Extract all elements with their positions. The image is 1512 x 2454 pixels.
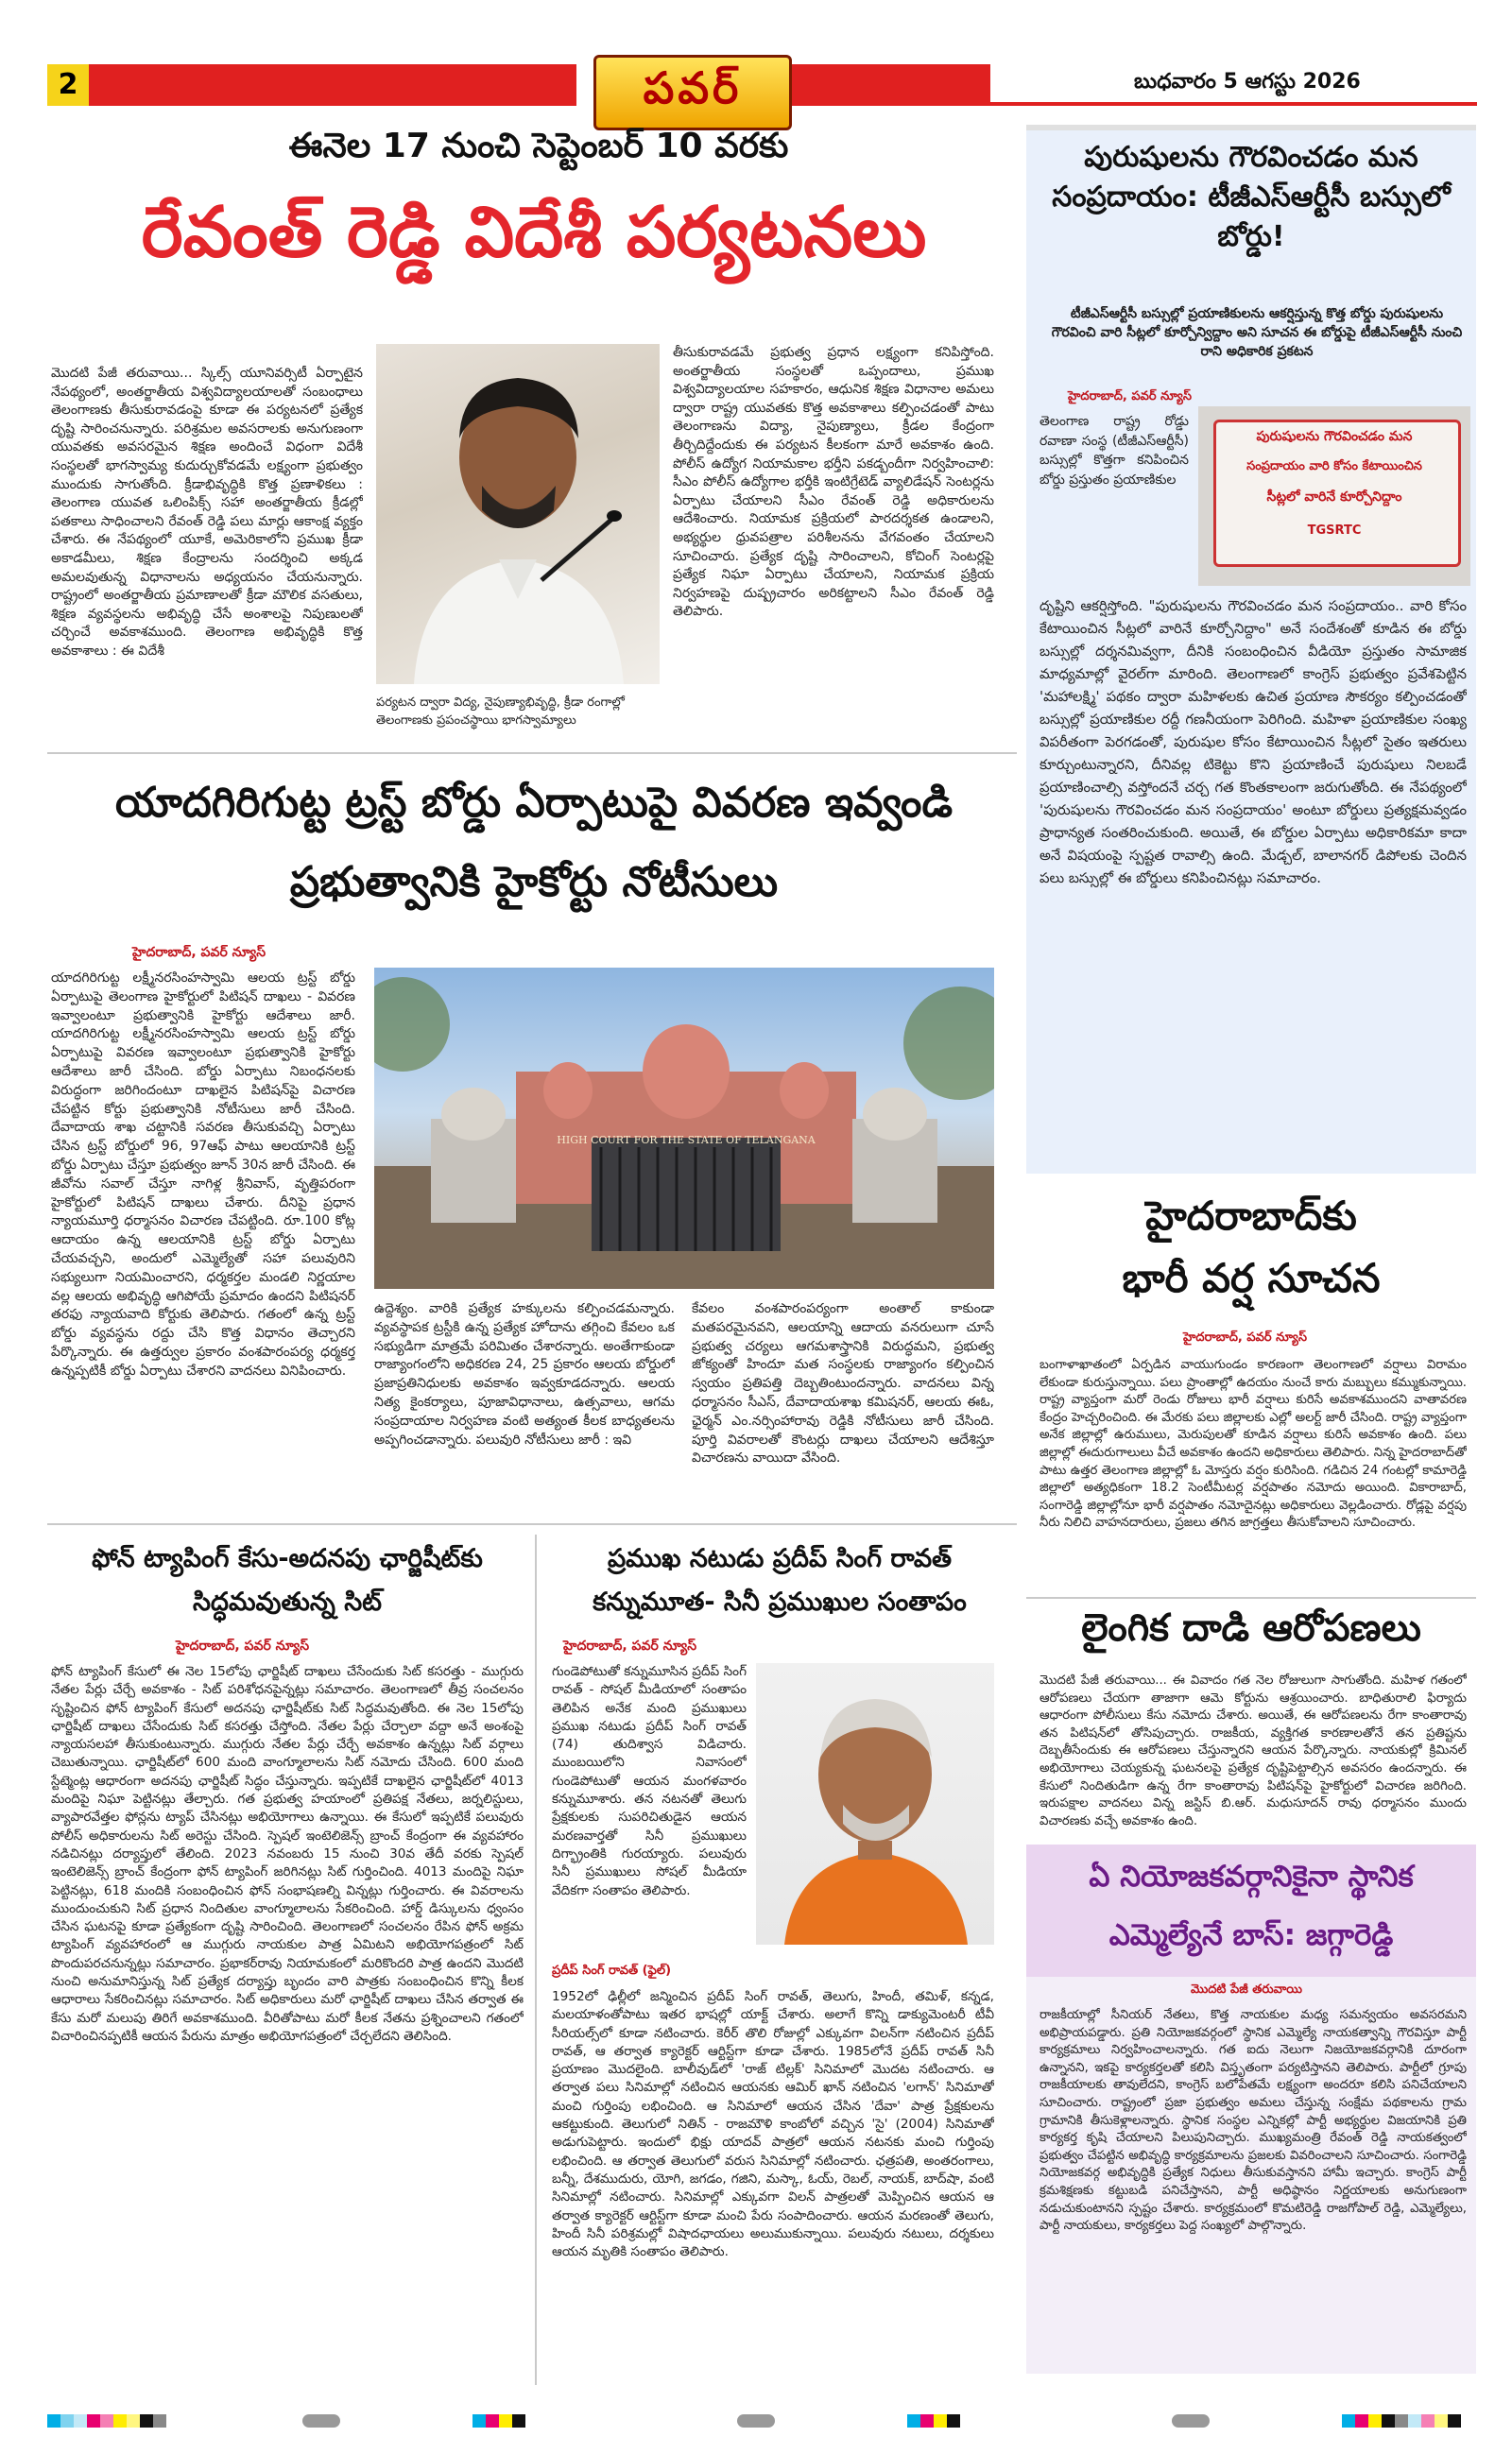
rtc-credit: హైదరాబాద్, పవర్ న్యూస్ (1068, 389, 1192, 403)
actor-credit: హైదరాబాద్, పవర్ న్యూస్ (563, 1639, 697, 1654)
rtc-sign-photo (1198, 406, 1470, 586)
high-court-photo (374, 968, 994, 1289)
lead-column-3: తీసుకురావడమే ప్రభుత్వ ప్రధాన లక్ష్యంగా కనిపిస్తోంది. అంతర్జాతీయ సంస్థలతో ఒప్పందాలు, ప్రముఖ విశ్వవిద్యాలయాల సహకారం, ఆధునిక శిక్షణ విధానాల అమలు ద్వారా రాష్ట్ర యువతకు కొత్త అవకాశాలు కల్పించడంతో పాటు తెలంగాణను విద్యా, నైపుణ్యాలు, క్రీడల కేంద్రంగా తీర్చిదిద్దేందుకు ఈ పర్యటన కీలకంగా మారే అవకాశం ఉంది. పోలీస్ ఉద్యోగ నియామకాల భర్తీని పకడ్బందీగా నిర్వహించాలి: సీఎం పోలీస్ ఉద్యోగాల భర్తీకి ఇంటిగ్రేటెడ్ వ్యాలిడేషన్ సెంటర్లను ఏర్పాటు చేయాలని సీఎం రేవంత్ రెడ్డి అధికారులను ఆదేశించారు. నియామక ప్రక్రియలో పారదర్శకత ఉండాలని, అభ్యర్థుల ధ్రువపత్రాల పరిశీలనను వేగవంతం చేయాలని సూచించారు. ప్రత్యేక దృష్టి సారించాలని, కోచింగ్ సెంటర్లపై ప్రత్యేక నిఘా ఏర్పాటు చేయాలని, నియామక ప్రక్రియ నిర్వహణపై దుష్ప్రచారం అరికట్టాలని సీఎం రేవంత్ రెడ్డి తెలిపారు. (673, 345, 994, 620)
divider (1026, 1597, 1476, 1599)
logo-text: పవర్ (643, 62, 743, 113)
masthead-red-band-right (792, 64, 990, 106)
actor-photo-caption: ప్రదీప్ సింగ్ రావత్ (ఫైల్) (552, 1964, 672, 1978)
actor-headline-line1: ప్రముఖ నటుడు ప్రదీప్ సింగ్ రావత్ (607, 1544, 953, 1573)
jagga-kicker: మొదటి పేజీ తరువాయి (1191, 1982, 1302, 1997)
rtc-sign-line2: సంప్రదాయం వారి కోసం కేటాయించిన (1246, 459, 1422, 473)
yadagiri-headline-line1: యాదగిరిగుట్ట ట్రస్ట్ బోర్డు ఏర్పాటుపై వివరణ ఇవ్వండి (114, 779, 953, 827)
actor-photo (756, 1663, 994, 1945)
rain-headline-line1: హైదరాబాద్‌కు (1145, 1193, 1357, 1239)
yadagiri-credit: హైదరాబాద్, పవర్ న్యూస్ (132, 945, 266, 960)
phone-body: ఫోన్ ట్యాపింగ్ కేసులో ఈ నెల 15లోపు ఛార్జిషీట్ దాఖలు చేసేందుకు సిట్ కసరత్తు - ముగ్గురు నేతల పేర్లు చేర్చే అవకాశం - సిట్ పరిశోధనపైన్నట్లు సమాచారం. తెలంగాణలో తీవ్ర సంచలనం సృష్టించిన ఫోన్ ట్యాపింగ్ కేసులో అదనపు ఛార్జిషీట్‌కు సిట్ సిద్ధమవుతోంది. ఈ నెల 15లోపు ఛార్జిషీట్ దాఖలు చేసేందుకు సిట్ కసరత్తు చేస్తోంది. నేతల పేర్లు చేర్చాలా వద్దా అనే అంశంపై న్యాయసలహా తీసుకుంటున్నారు. ముగ్గురు నేతల పేర్లు చేర్చే అవకాశం ఉన్నట్లు సిట్ వర్గాలు చెబుతున్నాయి. ఛార్జిషీట్‌లో 600 మంది వాంగ్మూలాలను సిట్ నమోదు చేసింది. 600 మంది స్టేట్మెంట్ల ఆధారంగా అదనపు ఛార్జిషీట్ సిద్ధం చేస్తున్నారు. ఇప్పటికే దాఖలైన ఛార్జిషీట్‌లో 4013 మందిపై నిఘా పెట్టినట్లు తేల్చారు. గత ప్రభుత్వ హయాంలో ప్రతిపక్ష నేతలు, జర్నలిస్టులు, వ్యాపారవేత్తల ఫోన్లను ట్యాప్ చేసినట్లు అభియోగాలు ఉన్నాయి. ఈ కేసులో ఇప్పటికే పలువురు పోలీస్ అధికారులను సిట్ అరెస్టు చేసింది. స్పెషల్ ఇంటెలిజెన్స్ బ్రాంచ్ కేంద్రంగా ఈ వ్యవహారం నడిచినట్లు దర్యాప్తులో తేలింది. 2023 నవంబరు 15 నుంచి 30వ తేదీ వరకు స్పెషల్ ఇంటెలిజెన్స్ బ్రాంచ్ కేంద్రంగా ఫోన్ ట్యాపింగ్ జరిగినట్లు సిట్ గుర్తించింది. 4013 మందిపై నిఘా పెట్టినట్లు, 618 మందికి సంబంధించిన ఫోన్ సంభాషణల్ని విన్నట్లు గుర్తించారు. ఈ వివరాలను ముందుంచుకుని సిట్ ప్రధాన నిందితుల వాంగ్మూలాలను సేకరించింది. హార్డ్ డిస్కులను ధ్వంసం చేసిన ఘటనపై కూడా ప్రత్యేకంగా దృష్టి సారించింది. తెలంగాణలో సంచలనం రేపిన ఫోన్ అక్రమ ట్యాపింగ్ వ్యవహారంలో ఆ ముగ్గురు నాయకుల పాత్ర ఏమిటని అభియోగపత్రంలో సిట్ పొందుపరచనున్నట్లు సమాచారం. ప్రభాకర్‌రావు నియామకంలో మరికొందరి పాత్ర ఉందని మొదటి నుంచి అనుమానిస్తున్న సిట్ ప్రత్యేక దర్యాప్తు బృందం వారి పాత్రకు సంబంధించిన కొన్ని కీలక ఆధారాలు సేకరించినట్లు సమాచారం. సిట్ అధికారులు మరో ఛార్జిషీట్ దాఖలు చేసిన తర్వాత ఈ కేసు మరో మలుపు తిరిగే అవకాశముంది. వీరితోపాటు మరో కీలక నేతను ప్రశ్నించాలని గతంలో విచారించినప్పటికీ ఆయన పేరును మాత్రం అభియోగపత్రంలో చేర్చలేదని తెలిసింది. (51, 1664, 524, 2044)
rtc-headline: పురుషులను గౌరవించడం మన సంప్రదాయం: టీజీఎస్ఆర్టీసీ బస్సులో బోర్డు! (1052, 141, 1451, 253)
jagga-headline-line1: ఏ నియోజకవర్గానికైనా స్థానిక (1089, 1860, 1414, 1894)
harassment-headline: లైంగిక దాడి ఆరోపణలు (1081, 1606, 1421, 1650)
jagga-body: రాజకీయాల్లో సీనియర్ నేతలు, కొత్త నాయకుల మధ్య సమన్వయం అవసరమని అభిప్రాయపడ్డారు. ప్రతి నియోజకవర్గంలో స్థానిక ఎమ్మెల్యే నాయకత్వాన్ని గౌరవిస్తూ పార్టీ కార్యక్రమాలు నిర్వహించాలన్నారు. గత ఐదు నెలుగా నిజయోజకవర్గానికి దూరంగా ఉన్నానని, ఇకపై కార్యకర్తలతో కలిసి విస్తృతంగా పర్యటిస్తానని తెలిపారు. పార్టీలో గ్రూపు రాజకీయాలకు తావులేదని, కాంగ్రెస్ బలోపేతమే లక్ష్యంగా అందరూ కలిసి పనిచేయాలని సూచించారు. రాష్ట్రంలో ప్రజా ప్రభుత్వం అమలు చేస్తున్న సంక్షేమ పథకాలను గ్రామ గ్రామానికి తీసుకెళ్లాలన్నారు. స్థానిక సంస్థల ఎన్నికల్లో పార్టీ అభ్యర్థుల విజయానికి ప్రతి కార్యకర్త కృషి చేయాలని పిలుపునిచ్చారు. ముఖ్యమంత్రి రేవంత్ రెడ్డి నాయకత్వంలో ప్రభుత్వం చేపట్టిన అభివృద్ధి కార్యక్రమాలను ప్రజలకు వివరించాలని సూచించారు. సంగారెడ్డి నియోజకవర్గ అభివృద్ధికి ప్రత్యేక నిధులు తీసుకువస్తానని హామీ ఇచ్చారు. కాంగ్రెస్ పార్టీ క్రమశిక్షణకు కట్టుబడి పనిచేస్తానని, పార్టీ అధిష్ఠానం నిర్ణయాలకు అనుగుణంగా నడుచుకుంటానని స్పష్టం చేశారు. కార్యక్రమంలో కొమటిరెడ్డి రాజగోపాల్ రెడ్డి, ఎమ్మెల్యేలు, పార్టీ నాయకులు, కార్యకర్తలు పెద్ద సంఖ్యలో పాల్గొన్నారు. (1040, 2008, 1467, 2234)
divider (47, 1523, 1017, 1525)
jagga-headline-line2: ఎమ్మెల్యేనే బాస్: జగ్గారెడ్డి (1108, 1918, 1394, 1952)
phone-credit: హైదరాబాద్, పవర్ న్యూస్ (176, 1639, 310, 1654)
divider (47, 752, 1017, 754)
yadagiri-headline-line2: ప్రభుత్వానికి హైకోర్టు నోటీసులు (289, 858, 779, 906)
rtc-sign-line3: సీట్లలో వారినే కూర్చోనిద్దాం (1266, 489, 1402, 505)
column-divider (535, 1535, 537, 2385)
actor-body-bottom: 1952లో ఢిల్లీలో జన్మించిన ప్రదీప్ సింగ్ రావత్, తెలుగు, హిందీ, తమిళ్, కన్నడ, మలయాళంతోపాటు ఇతర భాషల్లో యాక్ట్ చేశారు. అలాగే కొన్ని డాక్యుమెంటరీ టీవీ సీరియల్స్‌లో కూడా నటించారు. కెరీర్ తొలి రోజుల్లో ఎక్కువగా విలన్‌గా నటించిన ప్రదీప్ రావత్, ఆ తర్వాత క్యారెక్టర్ ఆర్టిస్ట్‌గా కూడా చేశారు. 1985లోనే ప్రదీప్ రావత్ సినీ ప్రయాణం మొదలైంది. బాలీవుడ్‌లో 'రాజ్ టిల్లక్' సినిమాలో మొదట నటించారు. ఆ తర్వాత పలు సినిమాల్లో నటించిన ఆయనకు ఆమిర్ ఖాన్ నటించిన 'లగాన్' సినిమాతో మంచి గుర్తింపు లభించింది. ఆ సినిమాలో ఆయన చేసిన 'దేవా' పాత్ర ప్రేక్షకులను ఆకట్టుకుంది. తెలుగులో నితిన్ - రాజమౌళి కాంబోలో వచ్చిన 'సై' (2004) సినిమాతో అడుగుపెట్టారు. ఇందులో భిక్షు యాదవ్ పాత్రలో ఆయన నటనకు మంచి గుర్తింపు లభించింది. ఆ తర్వాత తెలుగులో వరుస సినిమాల్లో నటించారు. ఛత్రపతి, అంతరంగాలు, బన్నీ, దేశముదురు, యోగి, జగడం, గజిని, మస్కా, ఓయ్, రెబల్, నాయక్, బాద్‌షా, వంటి సినిమాల్లో నటించారు. సినిమాల్లో ఎక్కువగా విలన్ పాత్రలతో మెప్పించిన ఆయన ఆ తర్వాత క్యారెక్టర్ ఆర్టిస్ట్‌గా కూడా మంచి పేరు సంపాదించారు. ఆయన మరణంతో తెలుగు, హిందీ సినీ పరిశ్రమల్లో విషాదఛాయలు అలుముకున్నాయి. పలువురు నటులు, దర్శకులు ఆయన మృతికి సంతాపం తెలిపారు. (552, 1989, 994, 2260)
lead-kicker: ఈనెల 17 నుంచి సెప్టెంబర్ 10 వరకు (288, 127, 789, 165)
actor-headline-line2: కన్నుమూత- సినీ ప్రముఖుల సంతాపం (593, 1587, 967, 1617)
lead-column-1: మొదటి పేజీ తరువాయి... స్కిల్స్ యూనివర్సిటీ ఏర్పాటైన నేపథ్యంలో, అంతర్జాతీయ విశ్వవిద్యాలయాలతో సంబంధాలు తెలంగాణకు తీసుకురావడంపై కూడా ఈ పర్యటనలో ప్రత్యేక దృష్టి సారించనున్నారు. పరిశ్రమల అవసరాలకు అనుగుణంగా యువతకు అవసరమైన శిక్షణ అందించే విధంగా విదేశీ సంస్థలతో భాగస్వామ్య కుదుర్చుకోవడమే లక్ష్యంగా ప్రభుత్వం ముందుకు సాగుతోంది. క్రీడాభివృద్ధికి కొత్త ప్రణాళికలు : తెలంగాణ యువత ఒలింపిక్స్ సహా అంతర్జాతీయ క్రీడల్లో పతకాలు సాధించాలని రేవంత్ రెడ్డి పలు మార్లు ఆకాంక్ష వ్యక్తం చేశారు. ఈ నేపథ్యంలో యూకే, అమెరికాలోని ప్రముఖ క్రీడా అకాడమీలు, శిక్షణ కేంద్రాలను సందర్శించి అక్కడ అమలవుతున్న విధానాలను అధ్యయనం చేయనున్నారు. రాష్ట్రంలో అంతర్జాతీయ ప్రమాణాలతో క్రీడా మౌలిక వసతులు, శిక్షణ వ్యవస్థలను అభివృద్ధి చేసే అంశాలపై నిపుణులతో చర్చించే అవకాశముంది. తెలంగాణ అభివృద్ధికి కొత్త అవకాశాలు : ఈ విదేశీ (51, 366, 363, 659)
high-court-illustration (374, 968, 994, 1289)
rtc-lede: టీజీఎస్ఆర్టీసీ బస్సుల్లో ప్రయాణికులను ఆకర్షిస్తున్న కొత్త బోర్డు పురుషులను గౌరవించి వారి సీట్లలో కూర్చోన్విద్దాం అని సూచన ఈ బోర్డుపై టీజీఎస్ఆర్టీసీ నుంచి రాని అధికారిక ప్రకటన (1051, 306, 1463, 359)
rtc-sign-line1: పురుషులను గౌరవించడం మన (1256, 429, 1413, 444)
rtc-sign-brand: TGSRTC (1307, 523, 1362, 538)
actor-column-1: గుండెపోటుతో కన్నుమూసిన ప్రదీప్ సింగ్ రావత్ - సోషల్ మీడియాలో సంతాపం తెలిపిన అనేక మంది ప్రముఖులు ప్రముఖ నటుడు ప్రదీప్ సింగ్ రావత్ (74) తుదిశ్వాస విడిచారు. ముంబయిలోని నివాసంలో గుండెపోటుతో ఆయన మంగళవారం కన్నుమూశారు. తన నటనతో తెలుగు ప్రేక్షకులకు సుపరిచితుడైన ఆయన మరణవార్తతో సినీ ప్రముఖులు దిగ్భ్రాంతికి గురయ్యారు. పలువురు సినీ ప్రముఖులు సోషల్ మీడియా వేదికగా సంతాపం తెలిపారు. (552, 1664, 747, 1898)
page-number: 2 (47, 64, 89, 106)
harassment-body: మొదటి పేజీ తరువాయి... ఈ వివాదం గత నెల రోజులుగా సాగుతోంది. మహిళ గతంలో ఆరోపణలు చేయగా తాజాగా ఆమె కోర్టును ఆశ్రయించారు. బాధితురాలి ఫిర్యాదు ఆధారంగా పోలీసులు కేసు నమోదు చేశారు. అయితే, ఈ ఆరోపణలను రేగా కాంతారావు తన పిటిషన్‌లో తోసిపుచ్చారు. రాజకీయ, వ్యక్తిగత కారణాలతోనే తన ప్రతిష్టను దెబ్బతీసేందుకు ఈ ఆరోపణలు చేస్తున్నారని ఆయన పేర్కొన్నారు. నాయకుల్లో క్రిమినల్ అభియోగాలు చెయ్యకున్న ఘటనలపై ప్రత్యేక దృష్టిపెట్టాల్సిన అవసరం ఉందన్నారు. ఈ కేసులో నిందితుడిగా ఉన్న రేగా కాంతారావు పిటిషన్‌పై హైకోర్టులో విచారణ జరిగింది. ఇరుపక్షాల వాదనలు విన్న జస్టిస్ బి.ఆర్. మధుసూదన్ రావు ధర్మాసనం ముందు విచారణకు వచ్చే అవకాశం ఉంది. (1040, 1673, 1467, 1828)
rain-credit: హైదరాబాద్, పవర్ న్యూస్ (1183, 1330, 1307, 1345)
yadagiri-column-2: ఉద్దెశ్యం. వారికి ప్రత్యేక హక్కులను కల్పించడమన్నారు. వ్యవస్థాపక ట్రస్టీకి ఉన్న ప్రత్యేక హోదాను తగ్గించి కేవలం ఒక సభ్యుడిగా మాత్రమే పరిమితం చేశారన్నారు. అంతేగాకుండా రాజ్యాంగంలోని అధికరణ 24, 25 ప్రకారం ఆలయ బోర్డులో ప్రజాప్రతినిధులకు అవకాశం ఇవ్వకూడదన్నారు. ఆలయ నిత్య కైంకర్యాలు, పూజావిధానాలు, ఉత్సవాలు, ఆగమ సంప్రదాయాల నిర్వహణ వంటి అత్యంత కీలక బాధ్యతలను అప్పగించడాన్నారు. పలువురి నోటీసులు జారీ : ఇవి (374, 1301, 675, 1448)
masthead-red-band (47, 64, 576, 106)
lead-photo-caption: పర్యటన ద్వారా విద్య, నైపుణ్యాభివృద్ధి, క్రీడా రంగాల్లో తెలంగాణకు ప్రపంచస్థాయి భాగస్వామ్యాలు (376, 695, 625, 728)
yadagiri-column-3: కేవలం వంశపారంపర్యంగా అంతాల్ కాకుండా మతపరమైనవని, ఆలయాన్ని ఆదాయ వనరులుగా చూసే ప్రభుత్వ చర్యలు ఆగమశాస్త్రానికి విరుద్ధమని, ప్రభుత్వ జోక్యంతో హిందూ మత సంస్థలకు రాజ్యాంగం కల్పించిన స్వయం ప్రతిపత్తి దెబ్బతింటుందన్నారు. వాదనలు విన్న ధర్మాసనం సీఎస్, దేవాదాయశాఖ కమిషనర్, ఆలయ ఈఓ, ఛైర్మన్ ఎం.నర్సింహారావు రెడ్డికి నోటీసులు జారీ చేసింది. పూర్తి వివరాలతో కౌంటర్లు దాఖలు చేయాలని ఆదేశిస్తూ విచారణను వాయిదా వేసింది. (692, 1301, 994, 1467)
date-line: బుధవారం 5 ఆగస్టు 2026 (1134, 70, 1361, 94)
rain-body: బంగాళాఖాతంలో ఏర్పడిన వాయుగుండం కారణంగా తెలంగాణలో వర్షాలు విరామం లేకుండా కురుస్తున్నాయి. పలు ప్రాంతాల్లో ఉదయం నుంచే కారు మబ్బులు కమ్ముకున్నాయి. రాష్ట్ర వ్యాప్తంగా మరో రెండు రోజులు భారీ వర్షాలు కురిసే అవకాశముందని వాతావరణ కేంద్రం హెచ్చరించింది. ఈ మేరకు పలు జిల్లాలకు ఎల్లో అలర్ట్ జారీ చేసింది. రాష్ట్ర వ్యాప్తంగా అనేక జిల్లాల్లో ఉరుములు, మెరుపులతో కూడిన వర్షాలు కురిసే అవకాశం ఉంది. పలు జిల్లాల్లో ఈదురుగాలులు వీచే అవకాశం ఉందని అధికారులు తెలిపారు. నిన్న హైదరాబాద్‌తో పాటు ఉత్తర తెలంగాణ జిల్లాల్లో ఓ మోస్తరు వర్షం కురిసింది. గడిచిన 24 గంటల్లో కామారెడ్డి జిల్లాలో అత్యధికంగా 18.2 సెంటీమీటర్ల వర్షపాతం నమోదు అయింది. వికారాబాద్, సంగారెడ్డి జిల్లాల్లోనూ భారీ వర్షపాతం నమోదైనట్లు అధికారులు వెల్లడించారు. రోడ్లపై వర్షపు నీరు నిలిచి వాహనదారులు, ప్రజలు తగిన జాగ్రత్తలు తీసుకోవాలని సూచించారు. (1040, 1358, 1467, 1531)
high-court-sign: HIGH COURT FOR THE STATE OF TELANGANA (557, 1134, 816, 1146)
phone-headline-line2: సిద్ధమవుతున్న సిట్ (192, 1587, 383, 1617)
phone-headline-line1: ఫోన్ ట్యాపింగ్ కేసు-అదనపు ఛార్జిషీట్‌కు (92, 1544, 483, 1573)
portrait-illustration (376, 344, 660, 684)
lead-headline: రేవంత్ రెడ్డి విదేశీ పర్యటనలు (141, 192, 927, 273)
yadagiri-column-1: యాదగిరిగుట్ట లక్ష్మీనరసింహస్వామి ఆలయ ట్రస్ట్ బోర్డు ఏర్పాటుపై తెలంగాణ హైకోర్టులో పిటిషన్ దాఖలు - వివరణ ఇవ్వాలంటూ ప్రభుత్వానికి హైకోర్టు ఆదేశాలు జారీ. యాదగిరిగుట్ట లక్ష్మీనరసింహస్వామి ఆలయ ట్రస్ట్ బోర్డు ఏర్పాటుపై వివరణ ఇవ్వాలంటూ ప్రభుత్వానికి హైకోర్టు ఆదేశాలు జారీ చేసింది. బోర్డు ఏర్పాటు నిబంధనలకు విరుద్ధంగా జరిగిందంటూ దాఖలైన పిటిషన్‌పై విచారణ చేపట్టిన కోర్టు ప్రభుత్వానికి నోటీసులు జారీ చేసింది. దేవాదాయ శాఖ చట్టానికి సవరణ తీసుకువచ్చి ఏర్పాటు చేసిన ట్రస్ట్ బోర్డులో 96, 97ఆఫ్ పాటు ఆలయానికి ట్రస్ట్ బోర్డు ఏర్పాటు చేస్తూ ప్రభుత్వం జూన్ 30న జారీ చేసింది. ఈ జీవోను సవాల్ చేస్తూ నాగిళ్ల శ్రీనివాస్, వృత్తిపరంగా హైకోర్టులో పిటిషన్ దాఖలు చేశారు. దీనిపై ప్రధాన న్యాయమూర్తి ధర్మాసనం విచారణ చేపట్టింది. రూ.100 కోట్ల ఆదాయం ఉన్న ఆలయానికి ట్రస్ట్ బోర్డు ఏర్పాటు చేయవచ్చని, అందులో ఎమ్మెల్యేతో సహా పలువురిని సభ్యులుగా నియమించారని, ధర్మకర్తల మండలి నిర్ణయాల వల్ల ఆలయ అభివృద్ధి ఆగిపోయే ప్రమాదం ఉందని పిటిషనర్ తరఫు న్యాయవాది కోర్టుకు తెలిపారు. గతంలో ఉన్న ట్రస్ట్ బోర్డు వ్యవస్థను రద్దు చేసి కొత్త విధానం తెచ్చారని పేర్కొన్నారు. ఈ ఉత్తర్వుల ప్రకారం వంశపారంపర్య ధర్మకర్త ఉన్నప్పటికీ బోర్డు ఏర్పాటు చేశారని వాదనలు వినిపించారు. (51, 970, 355, 1379)
rain-headline-line2: భారీ వర్ష సూచన (1122, 1255, 1381, 1301)
rtc-left-column: తెలంగాణ రాష్ట్ర రోడ్డు రవాణా సంస్థ (టీజీఎస్ఆర్టీసీ) బస్సుల్లో కొత్తగా కనిపించిన బోర్డు ప్రస్తుతం ప్రయాణికుల (1040, 414, 1189, 488)
revanth-reddy-photo (376, 344, 660, 684)
actor-portrait-illustration (756, 1663, 994, 1945)
rtc-body: దృష్టిని ఆకర్షిస్తోంది. "పురుషులను గౌరవించడం మన సంప్రదాయం.. వారి కోసం కేటాయించిన సీట్లలో వారినే కూర్చోనిద్దాం" అనే సందేశంతో కూడిన ఈ బోర్డు బస్సుల్లో దర్శనమివ్వగా, దీనికి సంబంధించిన వీడియో ప్రస్తుతం సామాజిక మాధ్యమాల్లో వైరల్‌గా మారింది. తెలంగాణలో కాంగ్రెస్ ప్రభుత్వం ప్రవేశపెట్టిన 'మహాలక్ష్మి' పథకం ద్వారా మహిళలకు ఉచిత ప్రయాణ సౌకర్యం కల్పించడంతో బస్సుల్లో ప్రయాణికుల రద్దీ గణనీయంగా పెరిగింది. మహిళా ప్రయాణికుల సంఖ్య విపరీతంగా పెరగడంతో, పురుషుల కోసం కేటాయించిన సీట్లలో సైతం ఇతరులు కూర్చుంటున్నారని, దీనివల్ల టికెట్టు కొని ప్రయాణించే పురుషులు నిలబడే ప్రయాణించాల్సి వస్తోందనే చర్చ గత కొంతకాలంగా జరుగుతోంది. ఈ నేపథ్యంలో 'పురుషులను గౌరవించడం మన సంప్రదాయం' అంటూ బోర్డులు ప్రత్యక్షమవ్వడం ప్రాధాన్యత సంతరించుకుంది. అయితే, ఈ బోర్డుల ఏర్పాటు అధికారికమా కాదా అనే విషయంపై స్పష్టత రావాల్సి ఉంది. మేడ్చల్, బాలానగర్ డిపోలకు చెందిన పలు బస్సుల్లో ఈ బోర్డులు కనిపించినట్లు సమాచారం. (1040, 598, 1467, 886)
